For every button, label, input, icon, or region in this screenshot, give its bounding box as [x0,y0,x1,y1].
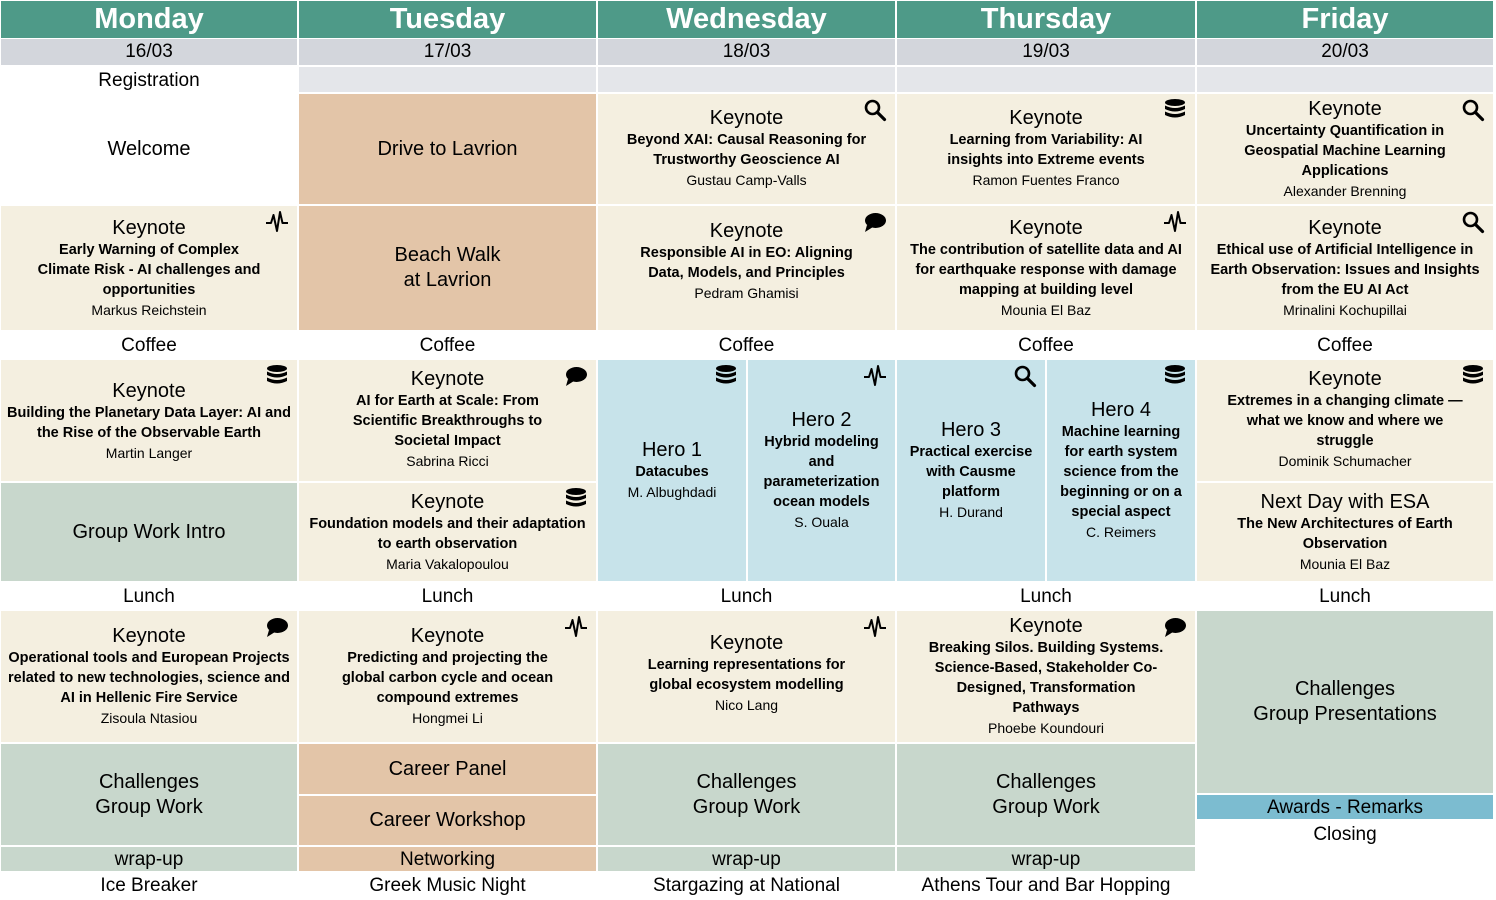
keynote-title: Responsible AI in EO: Aligning Data, Models, and Principles [640,244,853,281]
pulse-icon [863,615,887,639]
welcome-label: Welcome [107,137,191,160]
day-label: Friday [1301,3,1389,35]
next-day-speaker: Mounia El Baz [1299,555,1391,572]
database-icon [714,364,738,388]
hero-label: Hero 4 [1090,399,1152,421]
lunch-break [299,583,596,610]
hero-session-3 [897,360,1045,581]
keynote-title: Extremes in a changing climate — what we know and where we struggle [1227,393,1463,449]
drive-label: Drive to Lavrion [377,137,518,160]
keynote-fri-2 [1197,206,1493,330]
database-icon [1461,364,1485,388]
keynote-title: Early Warning of Complex Climate Risk - AI challenges and opportunities [37,241,261,298]
pulse-icon [863,364,887,388]
next-day-with-esa [1197,483,1493,581]
day-label: Monday [94,3,204,35]
keynote-label: Keynote [112,625,186,647]
keynote-title: The contribution of satellite data and AI for earthquake response with damage mapping at building level [910,241,1182,298]
keynote-tue-3 [299,360,596,481]
keynote-title: Learning representations for global ecosystem modelling [647,657,846,693]
empty-slot [1197,67,1493,92]
keynote-label: Keynote [1308,97,1382,120]
coffee-break [598,332,895,359]
date-friday [1197,39,1493,65]
hero-session-2 [748,360,895,581]
keynote-label: Keynote [1308,368,1382,390]
group-work-label: Challenges Group Work [95,770,203,818]
keynote-speaker: Pedram Ghamisi [694,284,799,301]
drive-to-lavrion [299,94,596,204]
keynote-thu-1 [897,94,1195,204]
lunch-break [897,583,1195,610]
keynote-title: Beyond XAI: Causal Reasoning for Trustworthy Geoscience AI [626,131,867,168]
wrap-up-label: wrap-up [114,848,184,870]
hero-title: Hybrid modeling and parameterization ocean models [763,434,880,510]
lunch-label: Lunch [123,586,175,607]
keynote-speaker: Alexander Brenning [1283,182,1407,199]
lunch-break [1,583,297,610]
keynote-title: AI for Earth at Scale: From Scientific Breakthroughs to Societal Impact [352,393,543,449]
evening-event-thu [897,872,1195,899]
hero-label: Hero 2 [791,409,852,431]
keynote-thu-5 [897,611,1195,742]
coffee-break [1,332,297,359]
awards-label: Awards - Remarks [1267,796,1423,818]
hero-speaker: M. Albughdadi [627,484,717,500]
wrap-up [1,847,297,871]
keynote-label: Keynote [112,216,186,239]
next-day-label: Next Day with ESA [1260,490,1430,513]
lunch-break [598,583,895,610]
next-day-title: The New Architectures of Earth Observation [1237,515,1453,552]
registration-label: Registration [98,69,200,91]
chat-icon [863,210,887,234]
keynote-speaker: Dominik Schumacher [1278,453,1412,469]
wrap-up [598,847,895,871]
coffee-label: Coffee [121,335,177,356]
closing [1197,820,1493,848]
lunch-label: Lunch [1020,586,1072,607]
database-icon [1163,364,1187,388]
evening-label: Athens Tour and Bar Hopping [921,875,1171,896]
keynote-label: Keynote [709,219,784,242]
keynote-label: Keynote [1009,615,1083,637]
coffee-label: Coffee [1018,335,1074,356]
database-icon [564,487,588,511]
keynote-speaker: Mrinalini Kochupillai [1283,301,1407,318]
chat-icon [1163,615,1187,639]
date-label: 18/03 [722,41,771,62]
coffee-break [897,332,1195,359]
database-icon [265,364,289,388]
search-icon [1461,210,1485,234]
networking-label: Networking [399,848,496,870]
lunch-break [1197,583,1493,610]
evening-label: Stargazing at National [653,875,840,896]
keynote-speaker: Mounia El Baz [1000,301,1092,318]
day-header-wednesday [598,1,895,38]
keynote-speaker: Phoebe Koundouri [988,720,1104,736]
keynote-speaker: Sabrina Ricci [406,453,489,469]
keynote-label: Keynote [410,368,485,390]
keynote-title: Building the Planetary Data Layer: AI and the Rise of the Observable Earth [7,405,291,441]
evening-label: Greek Music Night [369,875,526,896]
keynote-mon-3 [1,360,297,481]
presentations-label: Challenges Group Presentations [1253,678,1437,725]
keynote-label: Keynote [1308,216,1382,239]
search-icon [1461,98,1485,122]
keynote-label: Keynote [1009,216,1083,239]
networking [299,847,596,871]
wrap-up-label: wrap-up [1011,848,1081,870]
hero-session-1 [598,360,746,581]
keynote-title: Uncertainty Quantification in Geospatial Machine Learning Applications [1244,122,1446,179]
day-header-monday [1,1,297,38]
lunch-label: Lunch [720,586,773,607]
career-workshop [299,796,596,845]
keynote-fri-1 [1197,94,1493,204]
day-header-friday [1197,1,1493,38]
keynote-speaker: Gustau Camp-Valls [686,171,807,188]
keynote-fri-3 [1197,360,1493,481]
keynote-title: Learning from Variability: AI insights into Extreme events [947,131,1145,168]
keynote-thu-2 [897,206,1195,330]
keynote-speaker: Markus Reichstein [91,301,207,318]
day-header-thursday [897,1,1195,38]
date-label: 16/03 [125,41,173,62]
keynote-label: Keynote [410,490,485,513]
hero-title: Practical exercise with Causme platform [909,444,1033,500]
evening-event-mon [1,872,297,899]
keynote-wed-2 [598,206,895,330]
day-header-tuesday [299,1,596,38]
keynote-speaker: Zisoula Ntasiou [100,710,198,726]
challenges-group-work-wed [598,744,895,845]
keynote-speaker: Martin Langer [105,445,193,461]
database-icon [1163,98,1187,122]
career-workshop-label: Career Workshop [369,809,526,831]
wrap-up [897,847,1195,871]
search-icon [1013,364,1037,388]
chat-icon [265,615,289,639]
hero-speaker: C. Reimers [1085,524,1156,540]
date-monday [1,39,297,65]
coffee-label: Coffee [718,335,775,356]
coffee-label: Coffee [1317,335,1373,356]
keynote-tue-4 [299,483,596,581]
keynote-title: Breaking Silos. Building Systems. Science-Based, Stakeholder Co-Designed, Transformation Pathways [928,640,1164,716]
date-label: 20/03 [1321,41,1369,62]
beach-walk-label: Beach Walk at Lavrion [394,244,501,291]
coffee-break [1197,332,1493,359]
keynote-wed-5 [598,611,895,742]
keynote-speaker: Hongmei Li [412,710,483,726]
evening-event-wed [598,872,895,899]
keynote-title: Ethical use of Artificial Intelligence in Earth Observation: Issues and Insights from the EU AI Act [1210,241,1480,298]
pulse-icon [265,210,289,234]
date-thursday [897,39,1195,65]
keynote-wed-1 [598,94,895,204]
hero-session-4 [1047,360,1195,581]
group-work-intro [1,483,297,581]
hero-label: Hero 1 [641,439,703,461]
empty-slot [897,67,1195,92]
keynote-title: Operational tools and European Projects related to new technologies, science and AI in Hellenic Fire Service [7,650,291,706]
challenges-group-presentations [1197,611,1493,793]
hero-speaker: S. Ouala [794,514,849,530]
lunch-label: Lunch [421,586,474,607]
keynote-mon-2 [1,206,297,330]
date-label: 17/03 [423,41,472,62]
empty-slot [598,67,895,92]
keynote-label: Keynote [112,380,186,402]
keynote-label: Keynote [1009,106,1083,129]
keynote-tue-5 [299,611,596,742]
date-wednesday [598,39,895,65]
day-label: Wednesday [666,3,827,35]
closing-label: Closing [1313,823,1377,845]
lunch-label: Lunch [1319,586,1371,607]
challenges-group-work-mon [1,744,297,845]
hero-title: Machine learning for earth system science from the beginning or on a special aspect [1060,424,1182,520]
keynote-speaker: Ramon Fuentes Franco [972,171,1120,188]
day-label: Tuesday [389,3,506,35]
keynote-label: Keynote [709,632,784,654]
keynote-label: Keynote [410,625,485,647]
keynote-title: Foundation models and their adaptation to earth observation [309,515,586,552]
pulse-icon [1163,210,1187,234]
hero-title: Datacubes [635,464,709,480]
awards-remarks [1197,795,1493,819]
career-panel-label: Career Panel [388,757,507,780]
date-tuesday [299,39,596,65]
day-label: Thursday [980,3,1112,35]
welcome [1,94,297,204]
hero-label: Hero 3 [940,419,1002,441]
keynote-title: Predicting and projecting the global carbon cycle and ocean compound extremes [341,650,554,706]
group-work-label: Challenges Group Work [692,770,801,818]
career-panel [299,744,596,794]
group-work-label: Challenges Group Work [992,770,1100,818]
keynote-speaker: Nico Lang [714,697,779,713]
challenges-group-work-thu [897,744,1195,845]
wrap-up-label: wrap-up [712,848,781,870]
coffee-break [299,332,596,359]
keynote-speaker: Maria Vakalopoulou [386,555,509,572]
chat-icon [564,364,588,388]
beach-walk [299,206,596,330]
coffee-label: Coffee [419,335,476,356]
pulse-icon [564,615,588,639]
group-work-intro-label: Group Work Intro [72,520,226,543]
date-label: 19/03 [1022,41,1070,62]
evening-label: Ice Breaker [100,875,198,896]
evening-event-tue [299,872,596,899]
empty-slot [299,67,596,92]
keynote-mon-5 [1,611,297,742]
registration [1,67,297,93]
search-icon [863,98,887,122]
hero-speaker: H. Durand [939,504,1003,520]
keynote-label: Keynote [709,106,784,129]
